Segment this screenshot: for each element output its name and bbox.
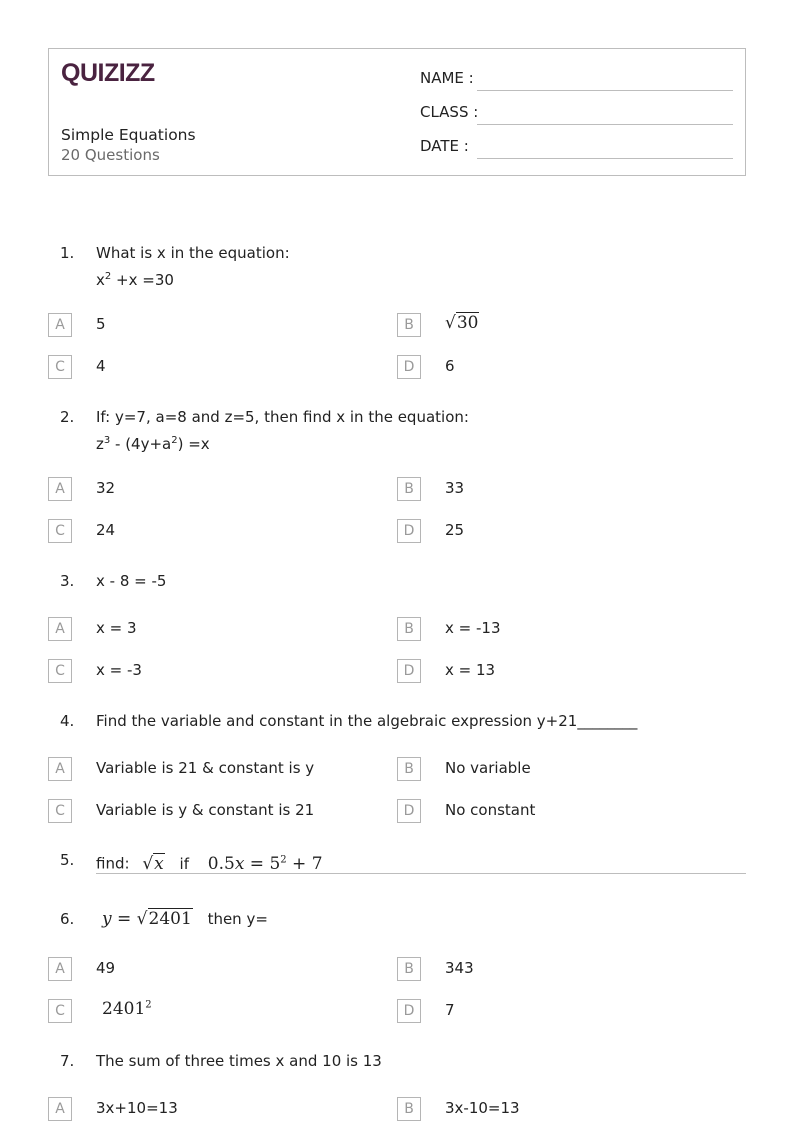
option-text: 24	[96, 521, 116, 539]
question-number: 4.	[60, 712, 75, 730]
option-letter: C	[48, 999, 72, 1023]
coefficient: 0.5	[207, 853, 235, 874]
option-text: 25	[445, 521, 465, 539]
option-letter: C	[48, 355, 72, 379]
question-text	[102, 907, 268, 931]
option-letter: C	[48, 519, 72, 543]
suffix: then y=	[207, 910, 268, 928]
equation	[208, 854, 323, 874]
option-letter: B	[397, 957, 421, 981]
radicand: 30	[456, 313, 479, 333]
date-label: DATE :	[420, 137, 469, 155]
option-text: 7	[445, 1001, 455, 1019]
option-letter: D	[397, 659, 421, 683]
option-text: 3x+10=13	[96, 1099, 178, 1117]
radicand: 2401	[148, 909, 192, 929]
base: 2401	[102, 999, 146, 1019]
base: z	[96, 435, 104, 453]
prefix: find:	[96, 854, 130, 873]
equals: =	[111, 909, 137, 929]
question-number: 5.	[60, 851, 75, 869]
option-text: x = -13	[445, 619, 501, 637]
option-text: Variable is 21 & constant is y	[96, 759, 315, 777]
class-label: CLASS :	[420, 103, 479, 121]
name-field[interactable]	[420, 67, 733, 91]
date-field[interactable]	[420, 135, 733, 159]
question-line-1: If: y=7, a=8 and z=5, then find x in the equation:	[96, 408, 469, 426]
quizizz-logo: QUIZIZZ	[61, 59, 155, 87]
answer-line[interactable]	[96, 873, 746, 874]
question-number: 1.	[60, 244, 75, 262]
name-line	[477, 90, 733, 91]
option-text: 32	[96, 479, 116, 497]
question-line-1: What is x in the equation:	[96, 244, 290, 262]
option-letter: A	[48, 477, 72, 501]
option-letter: D	[397, 519, 421, 543]
question-number: 6.	[60, 910, 75, 928]
class-field[interactable]	[420, 101, 733, 125]
question-number: 3.	[60, 572, 75, 590]
option-text: 343	[445, 959, 474, 977]
exponent: 2	[145, 999, 152, 1011]
question-text: The sum of three times x and 10 is 13	[96, 1052, 382, 1070]
option-letter: B	[397, 757, 421, 781]
option-text: No constant	[445, 801, 536, 819]
variable: x	[234, 853, 245, 874]
option-letter: B	[397, 617, 421, 641]
part: ) =x	[177, 435, 210, 453]
option-letter: D	[397, 355, 421, 379]
sqrt-expression: √x	[142, 853, 164, 874]
option-text: x = 3	[96, 619, 137, 637]
date-line	[477, 158, 733, 159]
question-number: 7.	[60, 1052, 75, 1070]
question-line-2	[96, 265, 290, 292]
option-text: Variable is y & constant is 21	[96, 801, 315, 819]
if-word: if	[179, 854, 189, 873]
option-letter: A	[48, 617, 72, 641]
question-text	[96, 241, 290, 292]
option-letter: B	[397, 1097, 421, 1121]
option-text: √30	[445, 313, 479, 333]
question-number: 2.	[60, 408, 75, 426]
option-letter: B	[397, 313, 421, 337]
worksheet-title: Simple Equations	[61, 126, 196, 144]
exponent: 2	[171, 435, 178, 446]
rhs: = 5	[244, 853, 281, 874]
question-line-2	[96, 429, 469, 456]
option-text: 5	[96, 315, 106, 333]
question-text: x - 8 = -5	[96, 572, 167, 590]
option-letter: D	[397, 799, 421, 823]
worksheet-header	[48, 48, 746, 176]
part: - (4y+a	[110, 435, 172, 453]
option-letter: D	[397, 999, 421, 1023]
option-text: 3x-10=13	[445, 1099, 520, 1117]
option-text	[102, 999, 152, 1019]
option-letter: A	[48, 957, 72, 981]
option-letter: A	[48, 313, 72, 337]
exponent: 2	[104, 271, 112, 282]
class-line	[477, 124, 733, 125]
base: x	[96, 271, 105, 289]
option-letter: C	[48, 799, 72, 823]
option-text: 49	[96, 959, 116, 977]
sqrt-expression: √2401	[136, 909, 192, 929]
exponent: 3	[103, 435, 111, 446]
option-letter: B	[397, 477, 421, 501]
option-letter: C	[48, 659, 72, 683]
option-text: 6	[445, 357, 455, 375]
question-text	[96, 405, 469, 456]
option-letter: A	[48, 1097, 72, 1121]
question-text: Find the variable and constant in the algebraic expression y+21________	[96, 712, 638, 730]
exponent: 2	[280, 854, 287, 865]
rhs-tail: + 7	[286, 853, 323, 874]
variable: y	[102, 909, 112, 929]
radicand: x	[154, 853, 164, 874]
option-text: x = -3	[96, 661, 142, 679]
option-text: x = 13	[445, 661, 496, 679]
name-label: NAME :	[420, 69, 474, 87]
option-text: 4	[96, 357, 106, 375]
option-text: No variable	[445, 759, 531, 777]
question-count: 20 Questions	[61, 146, 160, 164]
option-letter: A	[48, 757, 72, 781]
option-text: 33	[445, 479, 465, 497]
question-text	[96, 848, 323, 876]
rest: +x =30	[111, 271, 174, 289]
